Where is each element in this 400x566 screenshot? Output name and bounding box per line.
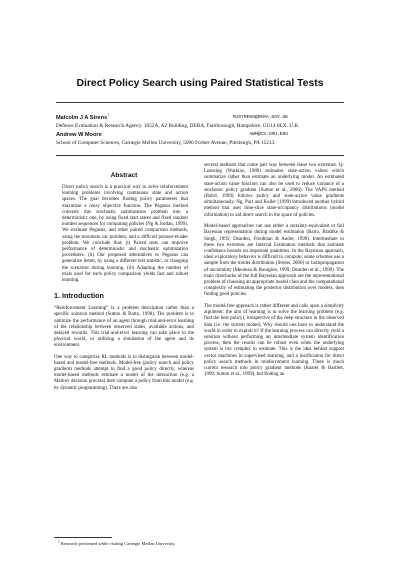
footnote-rule bbox=[54, 537, 112, 538]
abstract-heading: Abstract bbox=[110, 172, 138, 179]
intro-paragraph-2: One way to categorize RL methods is to distinguish between model-based and model-free methods. Model-free (policy search and policy gradient) methods attempt to find a good policy directly, whereas model-based methods estimate a model of the interaction (e.g. a Markov decision process) then compute a policy from this model (e.g. by dynamic programming). There are also bbox=[54, 354, 194, 391]
abstract-section bbox=[54, 172, 194, 284]
footnote bbox=[58, 541, 175, 546]
author-name-2: Andrew W Moore bbox=[56, 132, 102, 138]
header-rule-bottom bbox=[56, 155, 344, 156]
intro-paragraph-1: “Reinforcement Learning” is a problem description rather than a specific solution method (Sutton & Barto, 1998). The problem is to optimize the performance of an agent through trial-and-error learning of the relationship between observed states, available actions, and delayed rewards. This trial-and-error learning can take place in the physical world, or utilizing a simulation of the agent and its environment. bbox=[54, 306, 194, 349]
author-email-1: MJSTRENS@DERA.GOV.UK bbox=[232, 115, 288, 120]
left-column bbox=[54, 168, 194, 397]
author-affiliation-1: Defence Evaluation & Research Agency. 1052A, A2 Building, DERA, Farnborough, Hampshire. GU14 0LX. U.K. bbox=[56, 123, 300, 129]
footnote-mark: 1 bbox=[58, 539, 60, 544]
right-paragraph-1: several methods that come part way between these two extremes. Q-Learning (Watkins, 1989) estimates state-action values which summarize rather than estimate an underlying model. An estimated state-action value function can also be used to reduce variance of a stochastic policy gradient (Sutton et al., 2000). The VAPS method (Baird, 1999) follows policy and state-action value gradients simultaneously. Ng, Parr and Koller (1999) introduced another hybrid method that uses time-slice state-occupancy distributions (model information) to aid direct search in the space of policies. bbox=[204, 163, 344, 218]
paper-title: Direct Policy Search using Paired Statistical Tests bbox=[76, 78, 324, 89]
right-paragraph-3: The model-free approach is rather different and calls upon a simplicity argument: the aim of learning is to solve the learning problem (e.g. find the best policy), irrespective of the deep structure in the observed data (i.e. the system model). Why should one have to understand the world in order to exploit it? If the learning process can directly yield a solution without performing an intermediate system identification process, then the results can be robust even when the underlying system is too complex to estimate. This is the idea behind support vector machines in supervised learning, and a justification for direct policy search methods in reinforcement learning. There is much current research into policy gradient methods (Baxter & Bartlett, 1999; Sutton et al., 1999), but finding an bbox=[204, 304, 344, 378]
header-rule-top bbox=[56, 102, 344, 103]
author-name-1: Malcolm J A Strens bbox=[56, 115, 108, 121]
footnote-text: Research performed while visiting Carnegie Mellon University. bbox=[60, 541, 176, 546]
author-line-2 bbox=[56, 132, 344, 138]
right-paragraph-2: Model-based approaches can use either a certainty-equivalent or full Bayesian representation during model estimation (Barto, Bradtke & Singh, 1995; Dearden, Friedman & Andre, 1999). Intermediate to these two extremes are Interval Estimation methods that estimate confidence bounds on important quantities. In the Bayesian approach, ideal exploratory behavior is difficult to compute; some schemes use a sample from the model distribution (Strens, 2000) or backpropagation of uncertainty (Meuleau & Bourgine, 1999; Dearden et al., 1999). The main drawbacks of the full Bayesian approach are the representational problem of choosing an appropriate model class and the computational complexity of estimating the posterior distribution over models, then finding good policies. bbox=[204, 224, 344, 298]
introduction-heading: 1. Introduction bbox=[54, 291, 104, 301]
author-line-1 bbox=[56, 115, 344, 121]
author-footnote-mark: 1 bbox=[107, 113, 109, 118]
abstract-text: Direct policy search is a practical way to solve reinforcement learning problems involving continuous state and action spaces. The goal becomes finding policy parameters that maximize a noisy objective function. The Pegasus method converts this stochastic optimization problem into a deterministic one, by using fixed start states and fixed random number sequences for comparing policies (Ng & Jordan, 1999). We evaluate Pegasus, and other paired comparison methods, using the mountain car problem, and a difficult pursuer-evader problem. We conclude that: (i) Paired tests can improve performance of deterministic and stochastic optimization procedures. (ii) Our proposed alternatives to Pegasus can generalize better, by using a different test statistic, or changing the scenarios during learning. (iii) Adapting the number of trials used for each policy comparison yields fast and robust learning. bbox=[62, 185, 188, 284]
right-column bbox=[204, 163, 344, 384]
author-email-2: AWM@CS.CMU.EDU bbox=[249, 132, 288, 137]
author-affiliation-2: School of Computer Sciences, Carnegie Mellon University, 5000 Forbes Avenue, Pittsburgh, PA 15213. bbox=[56, 140, 276, 146]
